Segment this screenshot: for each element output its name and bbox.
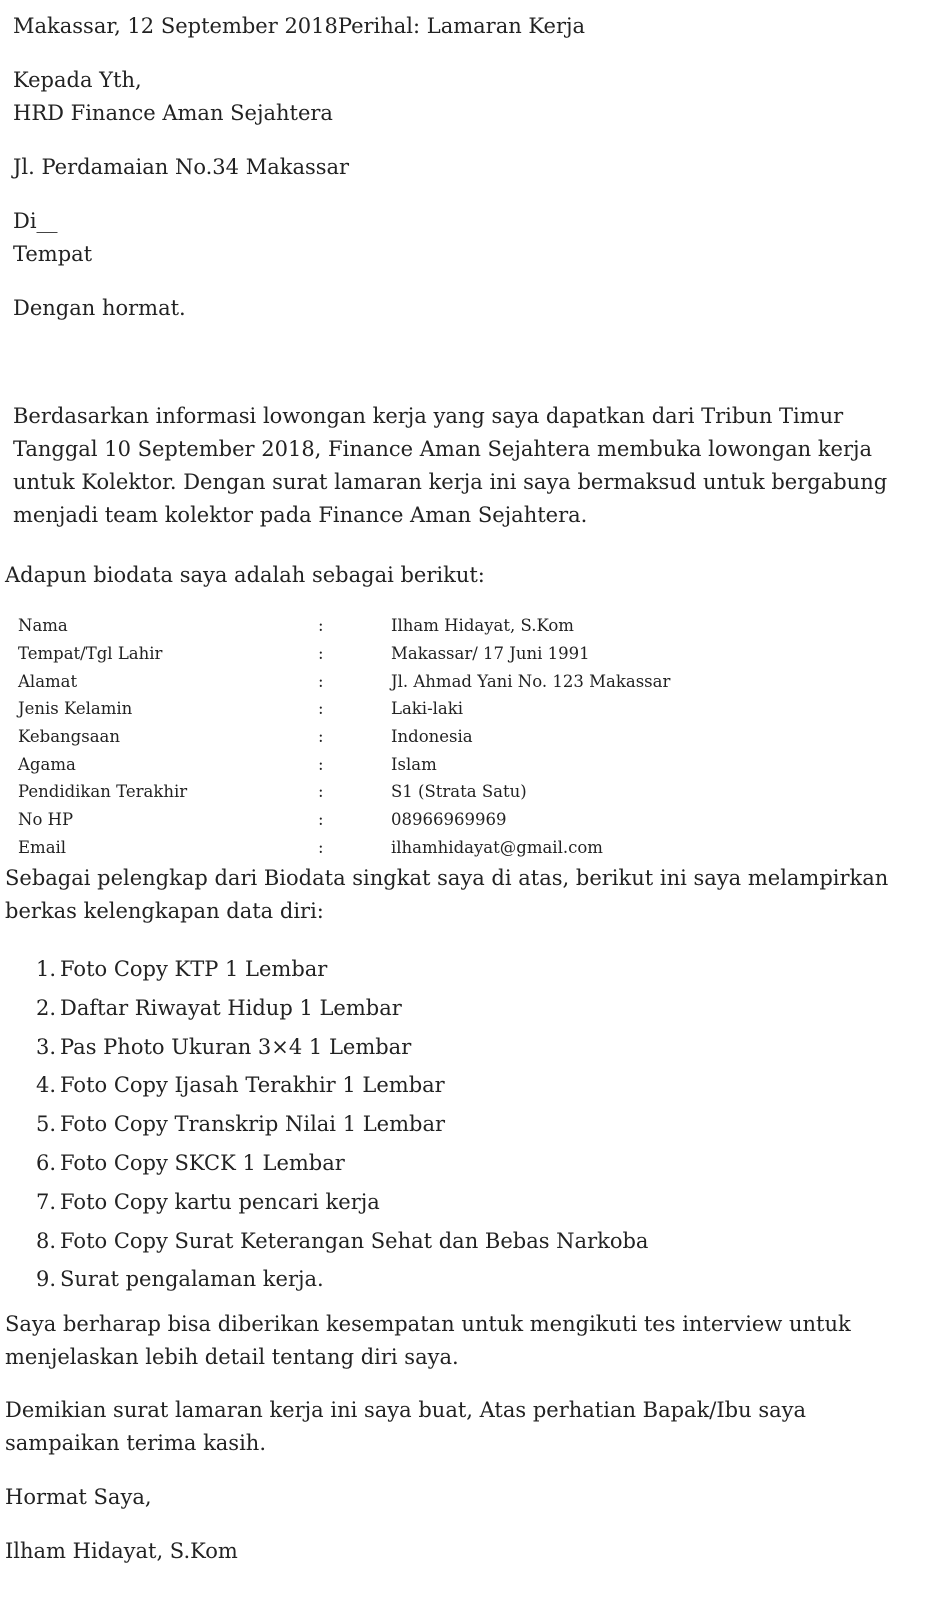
attachment-item	[35, 989, 648, 1028]
attachments-list	[35, 950, 649, 1299]
attachment-item	[35, 950, 648, 989]
biodata-value: Islam	[391, 754, 437, 774]
biodata-value: Jl. Ahmad Yani No. 123 Makassar	[391, 671, 671, 691]
biodata-label: Email	[18, 837, 67, 857]
biodata-label: Kebangsaan	[18, 727, 121, 747]
biodata-row	[18, 806, 670, 834]
biodata-label: Agama	[18, 754, 76, 774]
biodata-separator: :	[318, 616, 324, 636]
attachment-item	[35, 1028, 648, 1067]
biodata-separator: :	[318, 671, 324, 691]
attachment-number: 5.	[35, 1112, 56, 1137]
hope-paragraph: Saya berharap bisa diberikan kesempatan untuk mengikuti tes interview untuk menjelaskan lebih detail tentang diri saya.	[5, 1312, 851, 1369]
biodata-intro: Adapun biodata saya adalah sebagai berikut:	[5, 563, 485, 587]
attachment-number: 6.	[35, 1150, 56, 1175]
biodata-label: Alamat	[18, 671, 78, 691]
attachment-number: 7.	[35, 1189, 56, 1214]
biodata-row	[18, 667, 670, 695]
biodata-label: Pendidikan Terakhir	[18, 782, 188, 802]
biodata-separator: :	[318, 699, 324, 719]
signature-name: Ilham Hidayat, S.Kom	[5, 1539, 238, 1563]
attachment-number: 3.	[35, 1034, 56, 1059]
biodata-value: Laki-laki	[391, 699, 464, 719]
biodata-row	[18, 834, 670, 862]
salutation: Dengan hormat.	[13, 296, 186, 320]
attachment-item	[35, 1222, 649, 1261]
biodata-separator: :	[318, 837, 324, 857]
attachment-text: Foto Copy KTP 1 Lembar	[60, 957, 328, 981]
attachment-item	[35, 1066, 648, 1105]
attachment-item	[35, 1260, 648, 1299]
attachment-number: 4.	[35, 1073, 56, 1098]
attachment-text: Foto Copy kartu pencari kerja	[60, 1189, 380, 1214]
biodata-label: Tempat/Tgl Lahir	[18, 644, 163, 664]
recipient-di: Di__	[13, 209, 58, 233]
attachment-text: Surat pengalaman kerja.	[60, 1267, 324, 1292]
attachment-number: 2.	[35, 995, 56, 1020]
biodata-value: Indonesia	[391, 727, 473, 747]
attachment-text: Foto Copy Surat Keterangan Sehat dan Bebas Narkoba	[60, 1228, 649, 1253]
recipient-tempat: Tempat	[13, 242, 93, 266]
biodata-row	[18, 695, 670, 723]
closing-paragraph: Demikian surat lamaran kerja ini saya buat, Atas perhatian Bapak/Ibu saya sampaikan terima kasih.	[5, 1398, 806, 1455]
attachment-number: 9.	[35, 1267, 56, 1292]
biodata-value: S1 (Strata Satu)	[391, 782, 527, 802]
sign-off: Hormat Saya,	[5, 1485, 152, 1509]
biodata-label: No HP	[18, 810, 74, 830]
biodata-value: Ilham Hidayat, S.Kom	[391, 616, 574, 636]
attachment-text: Pas Photo Ukuran 3×4 1 Lembar	[60, 1034, 412, 1059]
attachment-text: Foto Copy Ijasah Terakhir 1 Lembar	[60, 1073, 445, 1098]
attachment-text: Foto Copy SKCK 1 Lembar	[60, 1150, 345, 1175]
attachments-intro: Sebagai pelengkap dari Biodata singkat saya di atas, berikut ini saya melampirkan berkas kelengkapan data diri:	[5, 866, 889, 923]
attachment-item	[35, 1105, 648, 1144]
biodata-separator: :	[318, 782, 324, 802]
biodata-value: Makassar/ 17 Juni 1991	[391, 644, 590, 664]
biodata-separator: :	[318, 644, 324, 664]
attachment-item	[35, 1183, 648, 1222]
biodata-separator: :	[318, 727, 324, 747]
recipient-address: Jl. Perdamaian No.34 Makassar	[13, 155, 350, 179]
attachment-number: 1.	[35, 957, 56, 981]
attachment-text: Daftar Riwayat Hidup 1 Lembar	[60, 995, 402, 1020]
letter-date-subject: Makassar, 12 September 2018Perihal: Lamaran Kerja	[13, 14, 586, 38]
biodata-row	[18, 612, 670, 640]
biodata-value: ilhamhidayat@gmail.com	[391, 837, 603, 857]
recipient-greeting: Kepada Yth,	[13, 68, 142, 92]
attachment-item	[35, 1144, 648, 1183]
biodata-value: 08966969969	[391, 810, 507, 830]
biodata-separator: :	[318, 754, 324, 774]
recipient-company: HRD Finance Aman Sejahtera	[13, 101, 333, 125]
biodata-row	[18, 723, 670, 751]
intro-paragraph: Berdasarkan informasi lowongan kerja yang saya dapatkan dari Tribun Timur Tanggal 10 September 2018, Finance Aman Sejahtera membuka lowongan kerja untuk Kolektor. Dengan surat lamaran kerja ini saya bermaksud untuk bergabung menjadi team kolektor pada Finance Aman Sejahtera.	[13, 404, 888, 527]
biodata-table	[18, 612, 670, 861]
biodata-row	[18, 750, 670, 778]
biodata-row	[18, 640, 670, 668]
biodata-row	[18, 778, 670, 806]
attachment-number: 8.	[35, 1228, 56, 1253]
attachment-text: Foto Copy Transkrip Nilai 1 Lembar	[60, 1112, 446, 1137]
biodata-label: Nama	[18, 616, 68, 636]
biodata-label: Jenis Kelamin	[18, 699, 133, 719]
biodata-separator: :	[318, 810, 324, 830]
